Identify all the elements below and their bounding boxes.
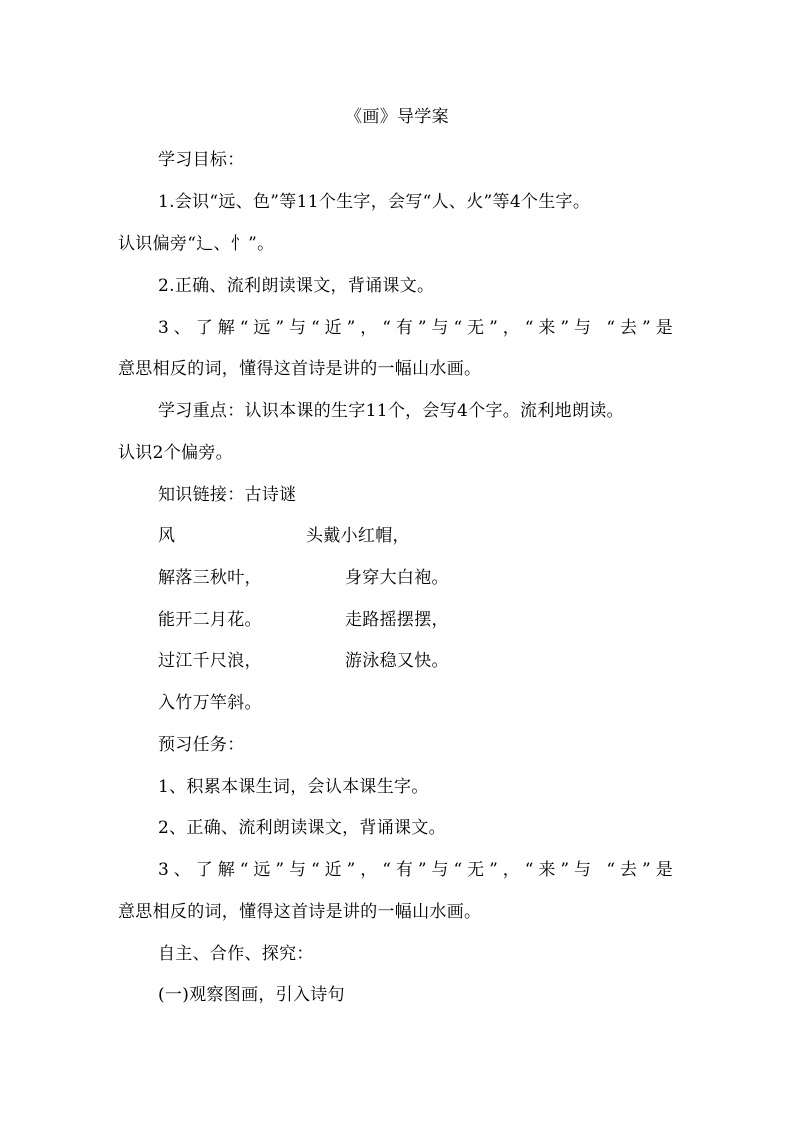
riddle-left-2: 解落三秋叶， [158, 568, 262, 588]
riddle-left-4: 过江千尺浪， [158, 651, 262, 671]
riddle-left-5: 入竹万竿斜。 [158, 693, 262, 713]
objective-3-line2: 意思相反的词，懂得这首诗是讲的一幅山水画。 [118, 359, 482, 379]
preview-2: 2、正确、流利朗读课文，背诵课文。 [158, 818, 446, 838]
preview-3-line2: 意思相反的词，懂得这首诗是讲的一幅山水画。 [118, 902, 482, 922]
objective-3-line1: 3、了解“远”与“近”，“有”与“无”，“来”与 “去”是 [158, 318, 673, 338]
riddle-left-3: 能开二月花。 [158, 610, 262, 630]
riddle-right-2: 身穿大白袍。 [345, 568, 449, 588]
preview-3-line1: 3、了解“远”与“近”，“有”与“无”，“来”与 “去”是 [158, 860, 673, 880]
preview-heading: 预习任务： [158, 735, 245, 755]
explore-1: (一)观察图画，引入诗句 [158, 985, 345, 1005]
objective-1-line2: 认识偏旁“辶、忄”。 [118, 234, 275, 254]
riddle-right-4: 游泳稳又快。 [345, 651, 449, 671]
key-points-line2: 认识2个偏旁。 [118, 443, 233, 463]
document-title: 《画》导学案 [345, 107, 449, 127]
objectives-heading: 学习目标： [158, 150, 245, 170]
preview-1: 1、积累本课生词，会认本课生字。 [158, 777, 429, 797]
knowledge-link: 知识链接：古诗谜 [158, 485, 297, 505]
objective-2: 2.正确、流利朗读课文，背诵课文。 [158, 276, 435, 296]
key-points-line1: 学习重点：认识本课的生字11个，会写4个字。流利地朗读。 [158, 401, 624, 421]
riddle-right-1: 头戴小红帽， [306, 526, 410, 546]
riddle-left-1: 风 [158, 526, 176, 546]
riddle-right-3: 走路摇摆摆， [345, 610, 449, 630]
objective-1-line1: 1.会识“远、色”等11个生字，会写“人、火”等4个生字。 [158, 192, 591, 212]
explore-heading: 自主、合作、探究： [158, 944, 314, 964]
